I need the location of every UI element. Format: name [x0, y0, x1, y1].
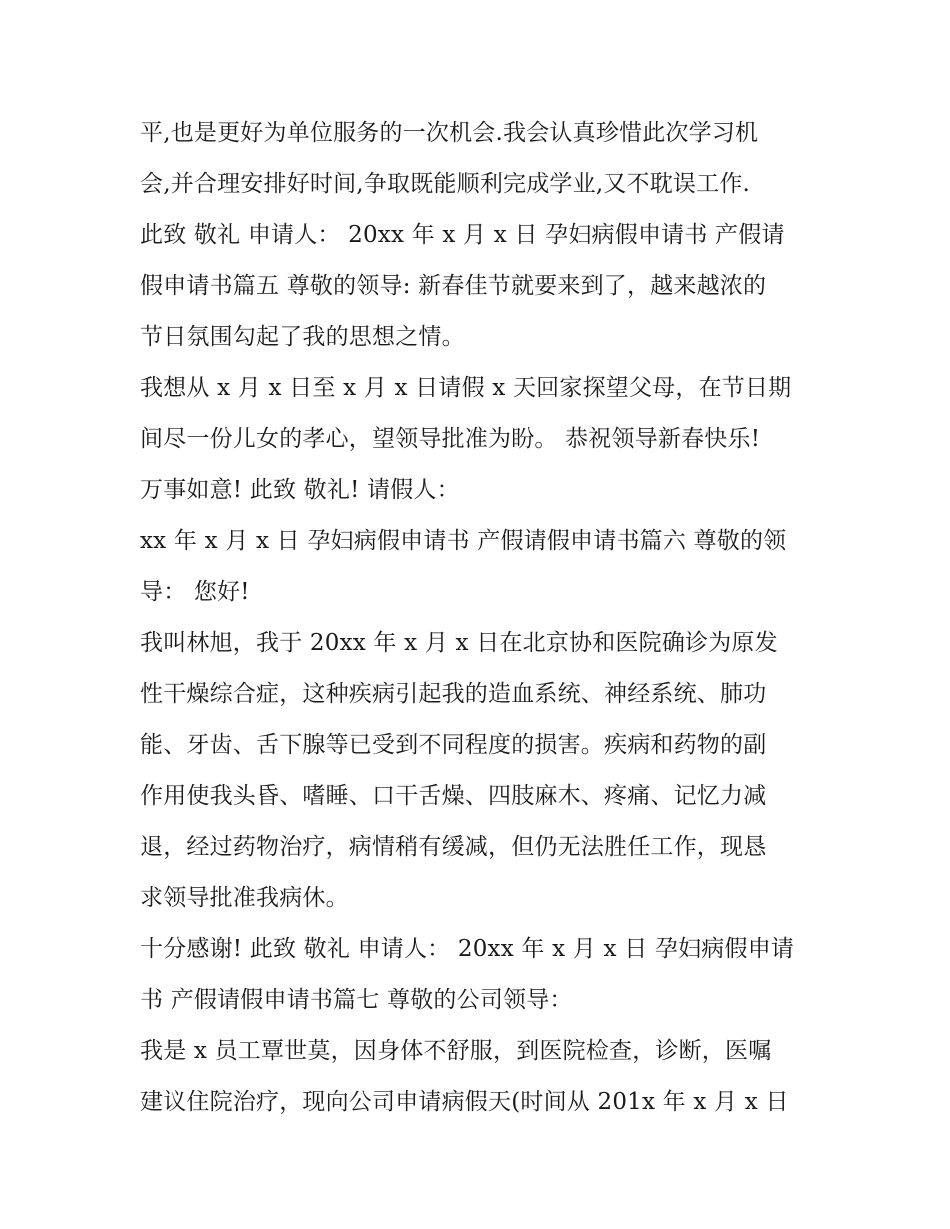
text-line: 我想从 x 月 x 日至 x 月 x 日请假 x 天回家探望父母，在节日期: [140, 375, 792, 401]
text-line: 作用使我头昏、嗜睡、口干舌燥、四肢麻木、疼痛、记忆力减: [140, 783, 767, 809]
text-line: 间尽一份儿女的孝心，望领导批准为盼。 恭祝领导新春快乐!: [140, 426, 761, 452]
text-line: xx 年 x 月 x 日 孕妇病假申请书 产假请假申请书篇六 尊敬的领: [140, 528, 787, 554]
text-line: 求领导批准我病休。: [140, 885, 349, 911]
text-line: 万事如意! 此致 敬礼! 请假人：: [140, 477, 460, 503]
text-line: 平,也是更好为单位服务的一次机会.我会认真珍惜此次学习机: [140, 120, 759, 146]
text-line: 十分感谢! 此致 敬礼 申请人： 20xx 年 x 月 x 日 孕妇病假申请: [140, 936, 795, 962]
text-line: 退，经过药物治疗，病情稍有缓减，但仍无法胜任工作，现恳: [140, 834, 767, 860]
text-line: 我叫林旭，我于 20xx 年 x 月 x 日在北京协和医院确诊为原发: [140, 630, 778, 656]
text-line: 能、牙齿、舌下腺等已受到不同程度的损害。疾病和药物的副: [140, 732, 767, 758]
text-line: 性干燥综合症，这种疾病引起我的造血系统、神经系统、肺功: [140, 681, 767, 707]
text-line: 书 产假请假申请书篇七 尊敬的公司领导：: [140, 987, 573, 1013]
text-line: 会,并合理安排好时间,争取既能顺利完成学业,又不耽误工作.: [140, 171, 751, 197]
text-line: 我是 x 员工覃世莫，因身体不舒服，到医院检查，诊断，医嘱: [140, 1038, 772, 1064]
text-line: 节日氛围勾起了我的思想之情。: [140, 324, 465, 350]
text-line: 建议住院治疗，现向公司申请病假天(时间从 201x 年 x 月 x 日: [140, 1089, 789, 1115]
text-line: 导： 您好!: [140, 579, 250, 605]
text-line: 假申请书篇五 尊敬的领导: 新春佳节就要来到了，越来越浓的: [140, 273, 767, 299]
text-line: 此致 敬礼 申请人： 20xx 年 x 月 x 日 孕妇病假申请书 产假请: [140, 222, 785, 248]
document-body: [140, 108, 820, 1128]
